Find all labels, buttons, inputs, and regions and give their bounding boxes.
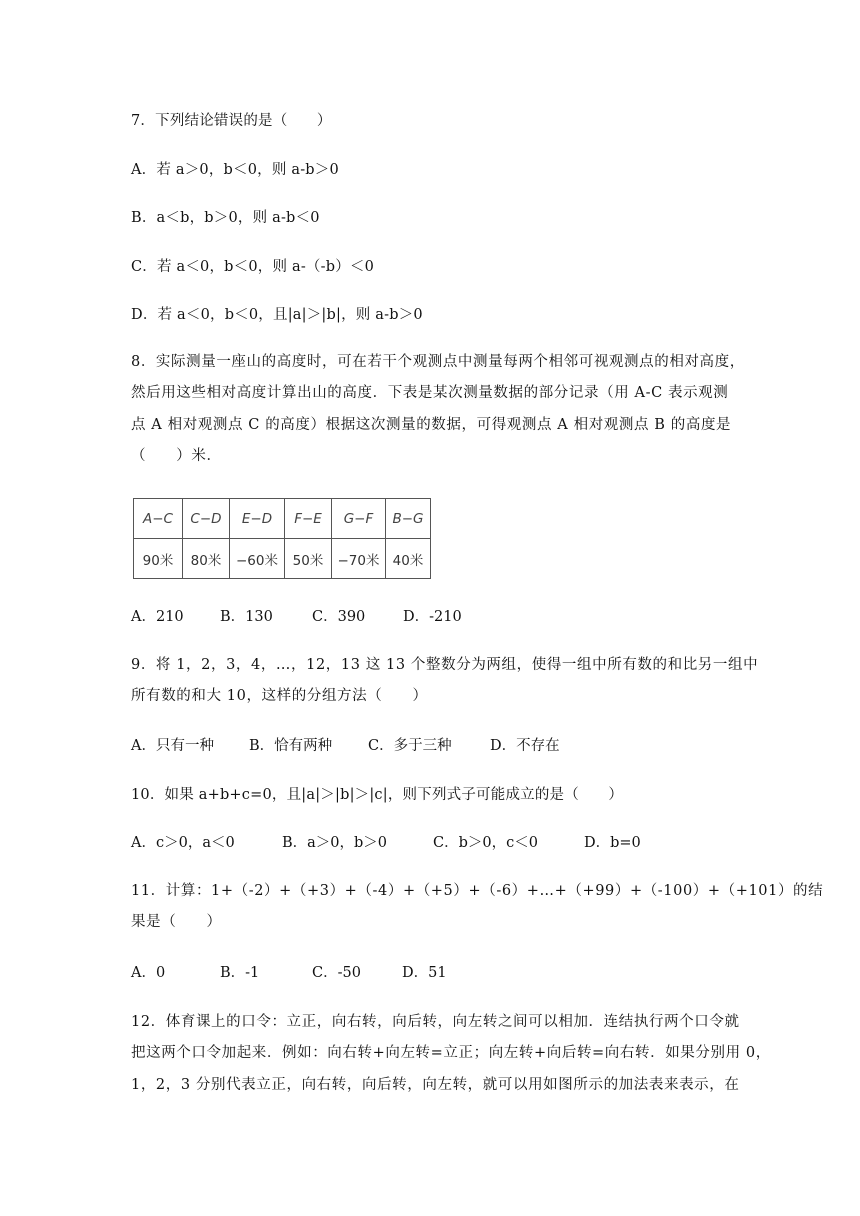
q11-option-d: D．51 (402, 965, 447, 981)
q11-line-2: 果是（ ） (131, 914, 222, 931)
q7-option-b: B．a＜b，b＞0，则 a-b＜0 (131, 210, 320, 226)
table-value-cell: 50米 (285, 539, 332, 579)
table-header-cell: B−G (386, 499, 431, 539)
table-value-cell: 80米 (183, 539, 230, 579)
q8-measurement-table (133, 498, 431, 579)
table-value-cell: 90米 (134, 539, 183, 579)
q7-option-d: D．若 a＜0，b＜0，且|a|＞|b|，则 a-b＞0 (131, 307, 423, 323)
table-value-cell: 40米 (386, 539, 431, 579)
q12-stem (131, 1007, 771, 1101)
table-header-cell: E−D (230, 499, 285, 539)
q9-stem (131, 650, 759, 713)
q9-line-1: 9．将 1，2，3，4，…，12，13 这 13 个整数分为两组，使得一组中所有数的和比另一组中 (131, 657, 759, 673)
q8-line-1: 8．实际测量一座山的高度时，可在若干个观测点中测量每两个相邻可视观测点的相对高度， (131, 354, 745, 370)
table-value-row (134, 539, 431, 579)
q8-option-b: B．130 (220, 609, 273, 625)
q11-options (131, 963, 447, 983)
q8-line-2: 然后用这些相对高度计算出山的高度．下表是某次测量数据的部分记录（用 A-C 表示观测 (131, 385, 729, 402)
table-header-cell: G−F (332, 499, 386, 539)
q11-option-a: A．0 (131, 965, 166, 981)
table-header-cell: F−E (285, 499, 332, 539)
q11-option-b: B．-1 (220, 965, 260, 981)
q11-stem (131, 876, 824, 939)
q8-line-3: 点 A 相对观测点 C 的高度）根据这次测量的数据，可得观测点 A 相对观测点 B 的高度是 (131, 416, 732, 433)
q10-option-b: B．a＞0，b＞0 (282, 835, 388, 851)
q7-option-a: A．若 a＞0，b＜0，则 a-b＞0 (131, 162, 339, 178)
table-header-row (134, 499, 431, 539)
q7-stem: 7．下列结论错误的是（ ） (131, 113, 332, 129)
q10-options (131, 833, 641, 853)
q12-line-1: 12．体育课上的口令：立正，向右转，向后转，向左转之间可以相加．连结执行两个口令就 (131, 1014, 740, 1030)
q8-option-a: A．210 (131, 609, 184, 625)
q9-option-d: D．不存在 (490, 738, 560, 754)
q9-options (131, 736, 560, 756)
table-header-cell: A−C (134, 499, 183, 539)
q8-stem (131, 347, 745, 472)
table-value-cell: −60米 (230, 539, 285, 579)
q12-line-3: 1，2，3 分别代表立正，向右转，向后转，向左转，就可以用如图所示的加法表来表示，在 (131, 1076, 740, 1093)
q11-option-c: C．-50 (312, 965, 361, 981)
q9-option-b: B．恰有两种 (249, 738, 333, 754)
q12-line-2: 把这两个口令加起来．例如：向右转+向左转=立正；向左转+向后转=向右转．如果分别用 0， (131, 1045, 771, 1062)
q8-options (131, 607, 462, 627)
q11-line-1: 11．计算：1+（-2）+（+3）+（-4）+（+5）+（-6）+…+（+99）+（-100）+（+101）的结 (131, 883, 824, 899)
q7-option-c: C．若 a＜0，b＜0，则 a-（-b）＜0 (131, 259, 375, 275)
table-header-cell: C−D (183, 499, 230, 539)
q8-option-d: D．-210 (403, 609, 462, 625)
table-value-cell: −70米 (332, 539, 386, 579)
q10-option-a: A．c＞0，a＜0 (131, 835, 235, 851)
q10-option-d: D．b=0 (584, 835, 641, 851)
q10-stem: 10．如果 a+b+c=0，且|a|＞|b|＞|c|，则下列式子可能成立的是（ ） (131, 787, 624, 803)
q8-option-c: C．390 (312, 609, 366, 625)
q8-line-4: （ ）米． (131, 447, 222, 464)
q9-option-c: C．多于三种 (368, 738, 452, 754)
q9-option-a: A．只有一种 (131, 738, 214, 754)
q10-option-c: C．b＞0，c＜0 (433, 835, 538, 851)
q9-line-2: 所有数的和大 10，这样的分组方法（ ） (131, 688, 428, 705)
